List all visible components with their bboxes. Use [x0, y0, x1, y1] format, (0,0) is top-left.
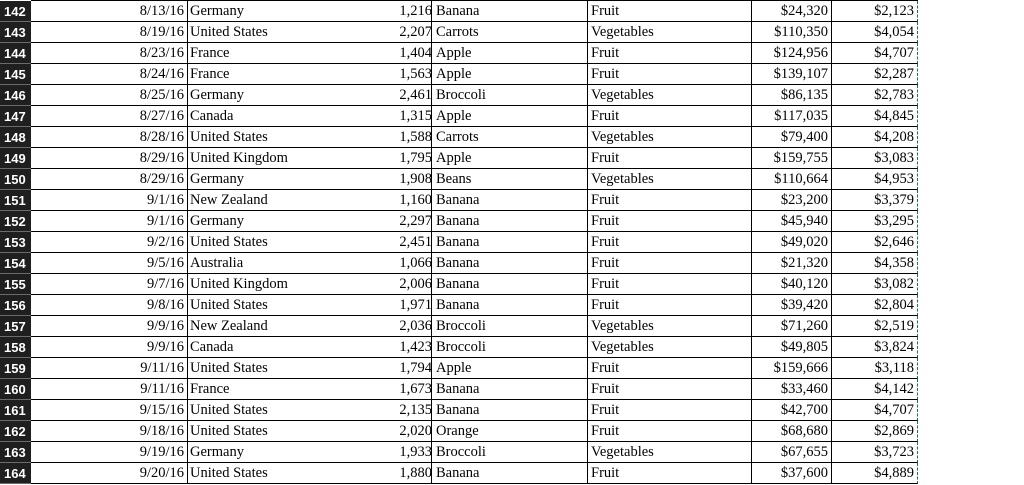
cell-date[interactable]: 9/11/16	[31, 358, 188, 379]
cell-revenue[interactable]: $124,956	[752, 43, 832, 64]
cell-category[interactable]: Vegetables	[588, 127, 752, 148]
cell-product[interactable]: Banana	[432, 463, 588, 484]
table-row	[0, 106, 920, 127]
cell-country[interactable]: New Zealand	[188, 190, 432, 211]
table-row	[0, 274, 920, 295]
cell-category[interactable]: Vegetables	[588, 442, 752, 463]
cell-product[interactable]: Apple	[432, 148, 588, 169]
cell-country[interactable]: United Kingdom	[188, 148, 432, 169]
cell-category[interactable]: Fruit	[588, 253, 752, 274]
cell-category[interactable]: Fruit	[588, 379, 752, 400]
cell-revenue[interactable]: $117,035	[752, 106, 832, 127]
cell-country[interactable]: United States	[188, 22, 432, 43]
cell-units[interactable]: 1,588	[399, 129, 432, 145]
row-header[interactable]: 163	[0, 442, 31, 463]
cell-country[interactable]: Germany	[188, 211, 432, 232]
cell-product[interactable]: Banana	[432, 232, 588, 253]
cell-cost[interactable]: $4,953	[832, 169, 918, 190]
cell-revenue[interactable]: $67,655	[752, 442, 832, 463]
cell-cost[interactable]: $2,869	[832, 421, 918, 442]
cell-units[interactable]: 1,880	[399, 465, 432, 481]
cell-units[interactable]: 2,297	[399, 213, 432, 229]
cell-product[interactable]: Apple	[432, 43, 588, 64]
cell-date[interactable]: 9/20/16	[31, 463, 188, 484]
cell-units[interactable]: 2,020	[399, 423, 432, 439]
cell-category[interactable]: Vegetables	[588, 22, 752, 43]
cell-category[interactable]: Fruit	[588, 106, 752, 127]
table-row	[0, 1, 920, 22]
cell-cost[interactable]: $4,845	[832, 106, 918, 127]
cell-date[interactable]: 9/11/16	[31, 379, 188, 400]
table-row	[0, 148, 920, 169]
cell-revenue[interactable]: $21,320	[752, 253, 832, 274]
cell-revenue[interactable]: $33,460	[752, 379, 832, 400]
cell-units[interactable]: 1,423	[399, 339, 432, 355]
cell-product[interactable]: Apple	[432, 64, 588, 85]
cell-date[interactable]: 8/29/16	[31, 148, 188, 169]
cell-revenue[interactable]: $68,680	[752, 421, 832, 442]
cell-date[interactable]: 8/23/16	[31, 43, 188, 64]
cell-units[interactable]: 2,006	[399, 276, 432, 292]
cell-country[interactable]: Canada	[188, 337, 432, 358]
cell-revenue[interactable]: $24,320	[752, 1, 832, 22]
cell-date[interactable]: 8/13/16	[31, 1, 188, 22]
row-header[interactable]: 145	[0, 64, 31, 85]
cell-product[interactable]: Banana	[432, 211, 588, 232]
row-header[interactable]: 152	[0, 211, 31, 232]
cell-units[interactable]: 1,971	[399, 297, 432, 313]
cell-units[interactable]: 1,933	[399, 444, 432, 460]
cell-units[interactable]: 1,794	[399, 360, 432, 376]
cell-category[interactable]: Vegetables	[588, 337, 752, 358]
cell-country[interactable]: Germany	[188, 1, 432, 22]
cell-date[interactable]: 9/19/16	[31, 442, 188, 463]
cell-country[interactable]: France	[188, 64, 432, 85]
cell-cost[interactable]: $2,123	[832, 1, 918, 22]
row-header[interactable]: 162	[0, 421, 31, 442]
cell-category[interactable]: Fruit	[588, 358, 752, 379]
cell-country[interactable]: United States	[188, 127, 432, 148]
row-header[interactable]: 164	[0, 463, 31, 484]
cell-units[interactable]: 1,216	[399, 3, 432, 19]
cell-date[interactable]: 8/19/16	[31, 22, 188, 43]
cell-country[interactable]: United States	[188, 421, 432, 442]
cell-units[interactable]: 1,563	[399, 66, 432, 82]
cell-units[interactable]: 1,066	[399, 255, 432, 271]
cell-category[interactable]: Fruit	[588, 421, 752, 442]
row-header[interactable]: 147	[0, 106, 31, 127]
table-row	[0, 22, 920, 43]
cell-country[interactable]: United States	[188, 232, 432, 253]
cell-revenue[interactable]: $39,420	[752, 295, 832, 316]
cell-category[interactable]: Fruit	[588, 1, 752, 22]
row-header[interactable]: 159	[0, 358, 31, 379]
table-row	[0, 211, 920, 232]
cell-product[interactable]: Banana	[432, 1, 588, 22]
cell-category[interactable]: Fruit	[588, 463, 752, 484]
cell-cost[interactable]: $2,646	[832, 232, 918, 253]
table-row	[0, 358, 920, 379]
row-header[interactable]: 157	[0, 316, 31, 337]
cell-product[interactable]: Orange	[432, 421, 588, 442]
cell-country[interactable]: Germany	[188, 442, 432, 463]
row-header[interactable]: 148	[0, 127, 31, 148]
cell-date[interactable]: 8/25/16	[31, 85, 188, 106]
cell-cost[interactable]: $3,723	[832, 442, 918, 463]
table-row	[0, 85, 920, 106]
cell-category[interactable]: Vegetables	[588, 316, 752, 337]
cell-revenue[interactable]: $79,400	[752, 127, 832, 148]
cell-cost[interactable]: $4,707	[832, 43, 918, 64]
table-row	[0, 253, 920, 274]
row-header[interactable]: 154	[0, 253, 31, 274]
cell-country[interactable]: United Kingdom	[188, 274, 432, 295]
row-header[interactable]: 149	[0, 148, 31, 169]
cell-revenue[interactable]: $159,666	[752, 358, 832, 379]
cell-product[interactable]: Broccoli	[432, 442, 588, 463]
cell-category[interactable]: Fruit	[588, 274, 752, 295]
cell-category[interactable]: Fruit	[588, 190, 752, 211]
cell-country[interactable]: Australia	[188, 253, 432, 274]
cell-units[interactable]: 2,135	[399, 402, 432, 418]
table-row	[0, 64, 920, 85]
cell-date[interactable]: 8/24/16	[31, 64, 188, 85]
cell-revenue[interactable]: $45,940	[752, 211, 832, 232]
cell-cost[interactable]: $2,519	[832, 316, 918, 337]
cell-category[interactable]: Fruit	[588, 211, 752, 232]
cell-date[interactable]: 9/7/16	[31, 274, 188, 295]
cell-country[interactable]: France	[188, 379, 432, 400]
cell-country[interactable]: Germany	[188, 169, 432, 190]
cell-country[interactable]: Germany	[188, 85, 432, 106]
cell-cost[interactable]: $3,118	[832, 358, 918, 379]
cell-units[interactable]: 2,451	[399, 234, 432, 250]
cell-revenue[interactable]: $37,600	[752, 463, 832, 484]
cell-product[interactable]: Beans	[432, 169, 588, 190]
cell-category[interactable]: Fruit	[588, 64, 752, 85]
cell-cost[interactable]: $4,707	[832, 400, 918, 421]
row-header[interactable]: 143	[0, 22, 31, 43]
cell-cost[interactable]: $3,295	[832, 211, 918, 232]
cell-cost[interactable]: $4,208	[832, 127, 918, 148]
row-header[interactable]: 142	[0, 1, 31, 22]
cell-product[interactable]: Banana	[432, 379, 588, 400]
cell-category[interactable]: Fruit	[588, 43, 752, 64]
cell-units[interactable]: 1,160	[399, 192, 432, 208]
cell-revenue[interactable]: $159,755	[752, 148, 832, 169]
cell-cost[interactable]: $4,889	[832, 463, 918, 484]
cell-product[interactable]: Banana	[432, 274, 588, 295]
cell-cost[interactable]: $2,287	[832, 64, 918, 85]
cell-product[interactable]: Banana	[432, 400, 588, 421]
cell-date[interactable]: 9/1/16	[31, 211, 188, 232]
cell-cost[interactable]: $2,804	[832, 295, 918, 316]
row-header[interactable]: 160	[0, 379, 31, 400]
cell-country[interactable]: United States	[188, 463, 432, 484]
table-row	[0, 232, 920, 253]
cell-cost[interactable]: $3,824	[832, 337, 918, 358]
cell-date[interactable]: 9/5/16	[31, 253, 188, 274]
cell-cost[interactable]: $3,379	[832, 190, 918, 211]
cell-units[interactable]: 1,404	[399, 45, 432, 61]
table-row	[0, 190, 920, 211]
cell-revenue[interactable]: $23,200	[752, 190, 832, 211]
cell-date[interactable]: 9/2/16	[31, 232, 188, 253]
cell-product[interactable]: Banana	[432, 253, 588, 274]
cell-product[interactable]: Carrots	[432, 127, 588, 148]
table-row	[0, 169, 920, 190]
cell-date[interactable]: 8/27/16	[31, 106, 188, 127]
cell-revenue[interactable]: $49,805	[752, 337, 832, 358]
cell-date[interactable]: 9/18/16	[31, 421, 188, 442]
cell-revenue[interactable]: $110,350	[752, 22, 832, 43]
cell-units[interactable]: 1,315	[399, 108, 432, 124]
cell-category[interactable]: Fruit	[588, 295, 752, 316]
cell-date[interactable]: 9/9/16	[31, 316, 188, 337]
row-header[interactable]: 151	[0, 190, 31, 211]
cell-country[interactable]: France	[188, 43, 432, 64]
row-header[interactable]: 161	[0, 400, 31, 421]
cell-country[interactable]: United States	[188, 358, 432, 379]
cell-product[interactable]: Banana	[432, 295, 588, 316]
table-row	[0, 337, 920, 358]
row-header[interactable]: 150	[0, 169, 31, 190]
cell-cost[interactable]: $3,082	[832, 274, 918, 295]
table-row	[0, 295, 920, 316]
table-row	[0, 43, 920, 64]
cell-product[interactable]: Banana	[432, 190, 588, 211]
cell-product[interactable]: Apple	[432, 106, 588, 127]
cell-revenue[interactable]: $40,120	[752, 274, 832, 295]
cell-country[interactable]: Canada	[188, 106, 432, 127]
cell-units[interactable]: 2,207	[399, 24, 432, 40]
table-row	[0, 379, 920, 400]
cell-revenue[interactable]: $71,260	[752, 316, 832, 337]
cell-revenue[interactable]: $42,700	[752, 400, 832, 421]
table-row	[0, 316, 920, 337]
cell-date[interactable]: 8/29/16	[31, 169, 188, 190]
cell-units[interactable]: 2,461	[399, 87, 432, 103]
cell-product[interactable]: Apple	[432, 358, 588, 379]
cell-date[interactable]: 9/9/16	[31, 337, 188, 358]
table-row	[0, 421, 920, 442]
row-header[interactable]: 155	[0, 274, 31, 295]
row-header[interactable]: 144	[0, 43, 31, 64]
cell-units[interactable]: 1,673	[399, 381, 432, 397]
table-row	[0, 463, 920, 484]
cell-country[interactable]: United States	[188, 295, 432, 316]
cell-category[interactable]: Fruit	[588, 148, 752, 169]
cell-units[interactable]: 1,795	[399, 150, 432, 166]
cell-revenue[interactable]: $86,135	[752, 85, 832, 106]
cell-product[interactable]: Broccoli	[432, 316, 588, 337]
cell-cost[interactable]: $2,783	[832, 85, 918, 106]
cell-date[interactable]: 9/15/16	[31, 400, 188, 421]
cell-revenue[interactable]: $139,107	[752, 64, 832, 85]
cell-product[interactable]: Broccoli	[432, 337, 588, 358]
table-row	[0, 442, 920, 463]
cell-cost[interactable]: $3,083	[832, 148, 918, 169]
cell-cost[interactable]: $4,358	[832, 253, 918, 274]
table-row	[0, 127, 920, 148]
cell-category[interactable]: Vegetables	[588, 169, 752, 190]
cell-cost[interactable]: $4,142	[832, 379, 918, 400]
row-header[interactable]: 153	[0, 232, 31, 253]
cell-date[interactable]: 9/8/16	[31, 295, 188, 316]
cell-product[interactable]: Carrots	[432, 22, 588, 43]
cell-units[interactable]: 2,036	[399, 318, 432, 334]
cell-product[interactable]: Broccoli	[432, 85, 588, 106]
table-row	[0, 400, 920, 421]
cell-date[interactable]: 8/28/16	[31, 127, 188, 148]
row-header[interactable]: 158	[0, 337, 31, 358]
cell-category[interactable]: Vegetables	[588, 85, 752, 106]
cell-revenue[interactable]: $49,020	[752, 232, 832, 253]
cell-country[interactable]: United States	[188, 400, 432, 421]
cell-units[interactable]: 1,908	[399, 171, 432, 187]
cell-cost[interactable]: $4,054	[832, 22, 918, 43]
cell-category[interactable]: Fruit	[588, 400, 752, 421]
cell-revenue[interactable]: $110,664	[752, 169, 832, 190]
cell-category[interactable]: Fruit	[588, 232, 752, 253]
cell-date[interactable]: 9/1/16	[31, 190, 188, 211]
row-header[interactable]: 156	[0, 295, 31, 316]
row-header[interactable]: 146	[0, 85, 31, 106]
cell-country[interactable]: New Zealand	[188, 316, 432, 337]
